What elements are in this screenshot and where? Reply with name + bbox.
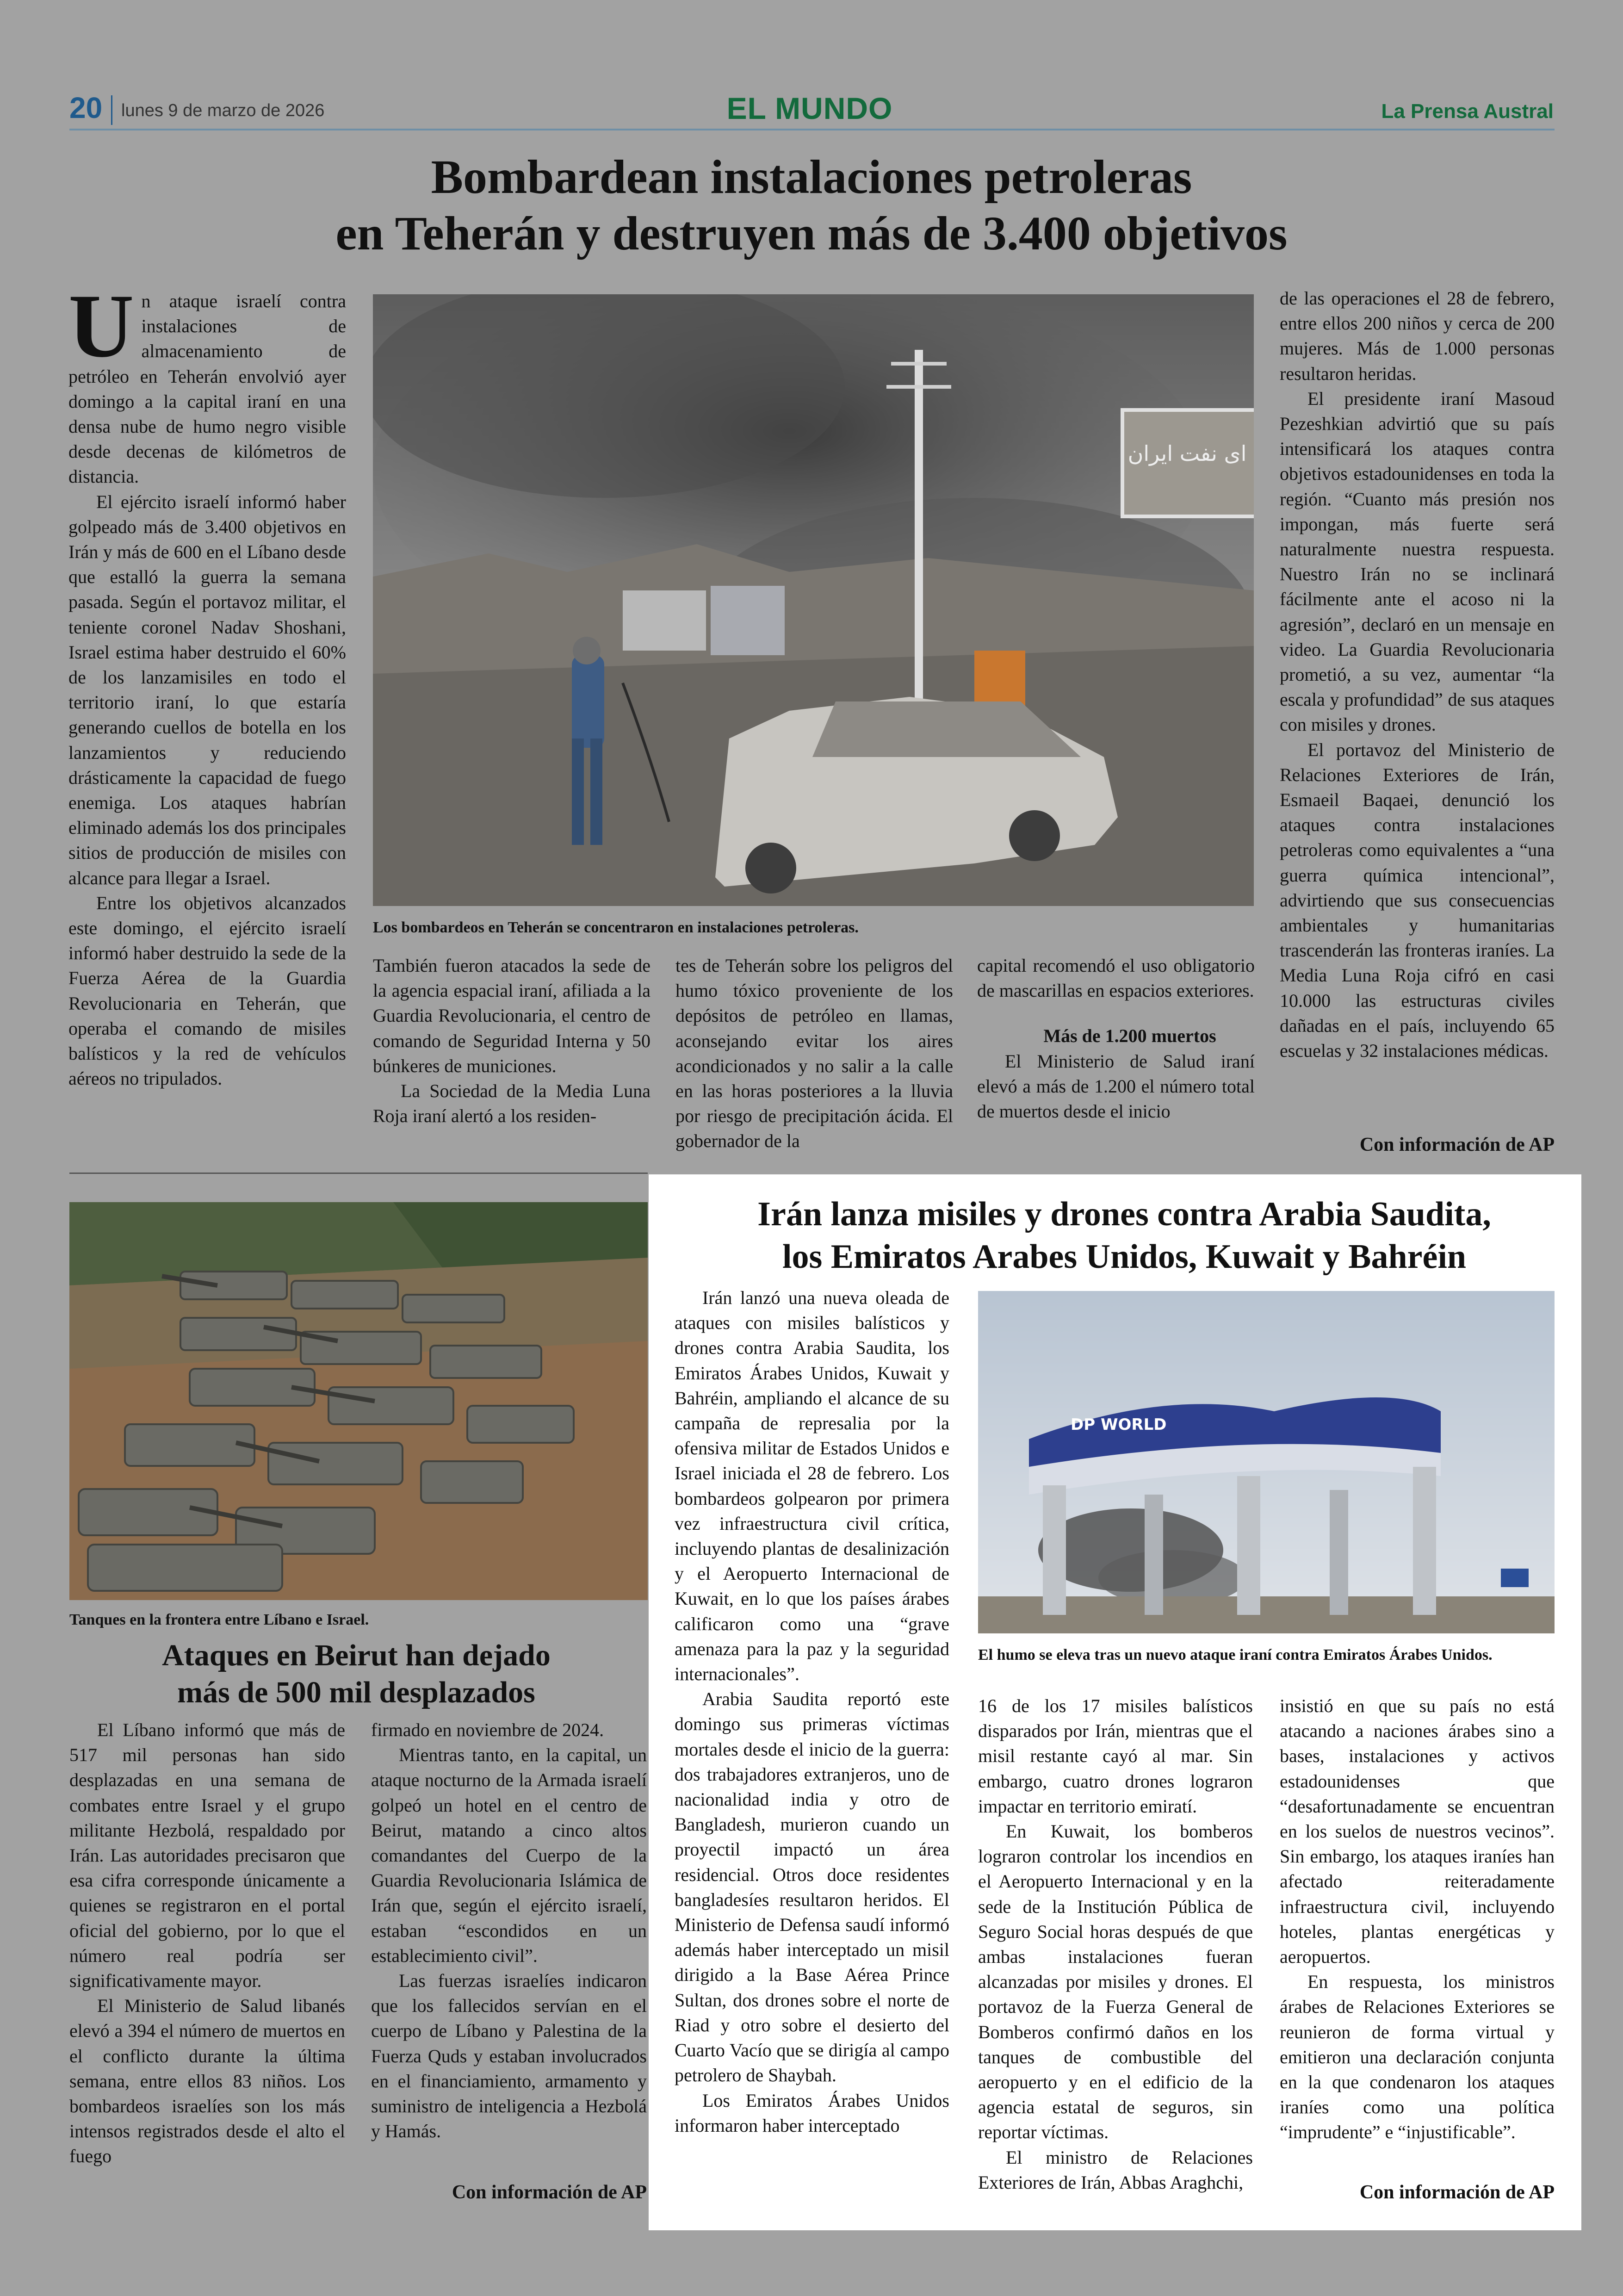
main-headline-line-2: en Teherán y destruyen más de 3.400 objetivos [335,207,1288,260]
issue-date: lunes 9 de marzo de 2026 [121,101,325,120]
article1-column-2 [373,953,650,1129]
main-headline [93,149,1530,262]
article3-column-2 [978,1694,1253,2195]
article3-headline [662,1193,1587,1278]
section-divider [69,1173,648,1174]
article3-paragraph: El ministro de Relaciones Exteriores de Irán, Abbas Araghchi, [978,2147,1253,2193]
article2-paragraph: El Ministerio de Salud libanés elevó a 394 el número de muertos en el conflicto durante la última semana, entre ellos 83 niños. Los bombardeos israelíes son los más intensos registrados desde el alto el fuego [69,1995,345,2167]
article2-column-2 [371,1718,647,2144]
article1-credit: Con información de AP [1359,1134,1555,1155]
article2-paragraph: Mientras tanto, en la capital, un ataque nocturno de la Armada israelí golpeó un hotel en el centro de Beirut, matando a cinco altos comandantes del Cuerpo de la Guardia Revolucionaria Islámica de Irán que, según el ejército israelí, estaban “escondidos en un establecimiento civil”. [371,1744,647,1966]
header-divider [111,95,112,125]
article2-paragraph: El Líbano informó que más de 517 mil personas han sido desplazadas en una semana de combates entre Israel y el grupo militante Hezbolá, respaldado por Irán. Las autoridades precisaron que esa cifra corresponde únicamente a quienes se registraron en el portal oficial del gobierno, por lo que el número real podría ser significativamente mayor. [69,1719,345,1992]
article1-column-1 [68,276,346,1092]
sign-text: ای نفت ایران [1127,441,1247,466]
article1-column-5 [1280,286,1555,1063]
article1-paragraph: La Sociedad de la Media Luna Roja iraní alertó a los residen- [373,1080,650,1127]
article3-column-1 [675,1285,949,2138]
article1-paragraph: El ejército israelí informó haber golpeado más de 3.400 objetivos en Irán y más de 600 en el Líbano desde que estalló la guerra la semana pasada. Según el portavoz militar, el teniente coronel Nadav Shoshani, Israel estima haber destruido el 60% de los lanzamisiles en todo el territorio iraní, lo que estaría generando cuellos de botella en los lanzamientos y reduciendo drásticamente la capacidad de fuego enemiga. Los ataques habrían eliminado además los dos principales sitios de producción de misiles con alcance para llegar a Israel. [68,491,346,888]
article3-paragraph: insistió en que su país no está atacando a naciones árabes sino a bases, instalaciones y activos estadounidenses que “desafortunadamente se encuentran en los suelos de nuestros vecinos”. Sin embargo, los ataques iraníes han afectado reiteradamente infraestructura civil, incluyendo hoteles, plantas energéticas y aeropuertos. [1280,1695,1555,1967]
article2-headline-line-2: más de 500 mil desplazados [177,1675,535,1709]
article2-headline [69,1637,643,1711]
article3-headline-line-1: Irán lanza misiles y drones contra Arabia Saudita, [757,1195,1491,1233]
article3-paragraph: Los Emiratos Árabes Unidos informaron haber interceptado [675,2090,949,2136]
article1-column-3 [675,953,953,1154]
article1-paragraph: El portavoz del Ministerio de Relaciones Exteriores de Irán, Esmaeil Baqaei, denunció los ataques contra instalaciones petroleras como equivalentes a “una guerra química intencional”, advirtiendo que sus consecuencias ambientales y humanitarias trascenderán las fronteras iraníes. La Media Luna Roja cifró en casi 10.000 las estructuras civiles dañadas en el país, incluyendo 65 escuelas y 32 instalaciones médicas. [1280,739,1555,1061]
article2-headline-line-1: Ataques en Beirut han dejado [162,1638,551,1672]
article2-paragraph: firmado en noviembre de 2024. [371,1719,604,1740]
article1-paragraph: El Ministerio de Salud iraní elevó a más de 1.200 el número total de muertos desde el inicio [977,1050,1255,1122]
article1-paragraph: de las operaciones el 28 de febrero, entre ellos 200 niños y cerca de 200 mujeres. Más de 1.000 personas resultaron heridas. [1280,288,1555,384]
article2-credit: Con información de AP [452,2182,647,2203]
article2-column-1 [69,1718,345,2169]
article2-paragraph: Las fuerzas israelíes indicaron que los fallecidos servían en el cuerpo de Líbano y Palestina de la Fuerza Quds y estaban involucrados en el financiamiento, armamento y suministro de inteligencia a Hezbolá y Hamás. [371,1970,647,2142]
photo-caption: Los bombardeos en Teherán se concentraron en instalaciones petroleras. [373,919,859,936]
article1-paragraph: tes de Teherán sobre los peligros del humo tóxico proveniente de los depósitos de petróleo en llamas, aconsejando evitar los aires acondicionados y no salir a la calle en las horas posteriores a la lluvia por riesgo de precipitación ácida. El gobernador de la [675,955,953,1152]
dp-world-gate-photo [978,1291,1555,1633]
tanks-photo-caption: Tanques en la frontera entre Líbano e Israel. [69,1611,369,1628]
section-title: EL MUNDO [726,91,893,125]
article1-column-4 [977,953,1255,1124]
article1-paragraph: n ataque israelí contra instalaciones de almacenamiento de petróleo en Teherán envolvió ayer domingo a la capital iraní en una densa nube de humo negro visible desde decenas de kilómetros de distancia. [68,291,346,487]
page-number: 20 [69,91,103,124]
article3-paragraph: 16 de los 17 misiles balísticos disparados por Irán, mientras que el misil restante cayó al mar. Sin embargo, cuatro drones lograron impactar en territorio emiratí. [978,1695,1253,1817]
article3-paragraph: En Kuwait, los bomberos lograron controlar los incendios en el Aeropuerto Internacional y en la sede de la Institución Pública de Seguro Social horas después de que ambas instalaciones fueran alcanzadas por misiles y drones. El portavoz de la Fuerza General de Bomberos confirmó daños en los tanques de combustible del aeropuerto y en el edificio de la agencia estatal de seguros, sin reportar víctimas. [978,1821,1253,2143]
gate-sign-text: DP WORLD [1071,1415,1167,1434]
article3-credit: Con información de AP [1359,2182,1555,2203]
header-rule [69,129,1555,130]
main-headline-line-1: Bombardean instalaciones petroleras [431,150,1192,204]
article1-paragraph: Entre los objetivos alcanzados este domingo, el ejército israelí informó haber destruido la sede de la Fuerza Aérea de la Guardia Revolucionaria en Teherán, que operaba el comando de misiles balísticos y la red de vehículos aéreos no tripulados. [68,892,346,1089]
article3-column-3 [1280,1694,1555,2145]
article1-subheading: Más de 1.200 muertos [1043,1025,1216,1047]
article3-headline-line-2: los Emiratos Arabes Unidos, Kuwait y Bahréin [782,1238,1467,1276]
drop-cap: U [68,276,134,376]
article3-paragraph: Arabia Saudita reportó este domingo sus primeras víctimas mortales desde el inicio de la guerra: dos trabajadores extranjeros, uno de nacionalidad india y otro de Bangladesh, murieron cuando un proyectil impactó un área residencial. Otros doce residentes bangladesíes resultaron heridos. El Ministerio de Defensa saudí informó además haber interceptado un misil dirigido a la Base Aérea Prince Sultan, dos drones sobre el norte de Riad y otro sobre el desierto del Cuarto Vacío que se dirigía al campo petrolero de Shaybah. [675,1688,949,2086]
tehran-fire-photo [373,294,1254,906]
tanks-photo [69,1202,648,1600]
article1-paragraph: capital recomendó el uso obligatorio de mascarillas en espacios exteriores. [977,955,1255,1001]
article3-paragraph: Irán lanzó una nueva oleada de ataques con misiles balísticos y drones contra Arabia Saudita, los Emiratos Árabes Unidos, Kuwait y Bahréin, ampliando el alcance de su campaña de represalia por la ofensiva militar de Estados Unidos e Israel iniciada el 28 de febrero. Los bombardeos golpearon por primera vez infraestructura civil crítica, incluyendo plantas de desalinización y el Aeropuerto Internacional de Kuwait, en lo que los países árabes calificaron como una “grave amenaza para la paz y la seguridad internacionales”. [675,1287,949,1685]
gate-photo-caption: El humo se eleva tras un nuevo ataque iraní contra Emiratos Árabes Unidos. [978,1646,1493,1663]
publication-name: La Prensa Austral [1381,100,1554,123]
article1-paragraph: El presidente iraní Masoud Pezeshkian advirtió que su país intensificará los ataques contra objetivos estadounidenses en toda la región. “Cuanto más presión nos impongan, más fuerte será naturalmente nuestra respuesta. Nuestro Irán no se inclinará fácilmente ante el acoso ni la agresión”, declaró en un mensaje en video. La Guardia Revolucionaria prometió, a su vez, aumentar “la escala y profundidad” de sus ataques con misiles y drones. [1280,388,1555,735]
article1-paragraph: También fueron atacados la sede de la agencia espacial iraní, afiliada a la Guardia Revolucionaria, el centro de comando de Seguridad Interna y 50 búnkeres de municiones. [373,955,650,1076]
article3-paragraph: En respuesta, los ministros árabes de Relaciones Exteriores se reunieron de forma virtual y emitieron una declaración conjunta en la que condenaron los ataques iraníes como una política “imprudente” e “injustificable”. [1280,1971,1555,2143]
